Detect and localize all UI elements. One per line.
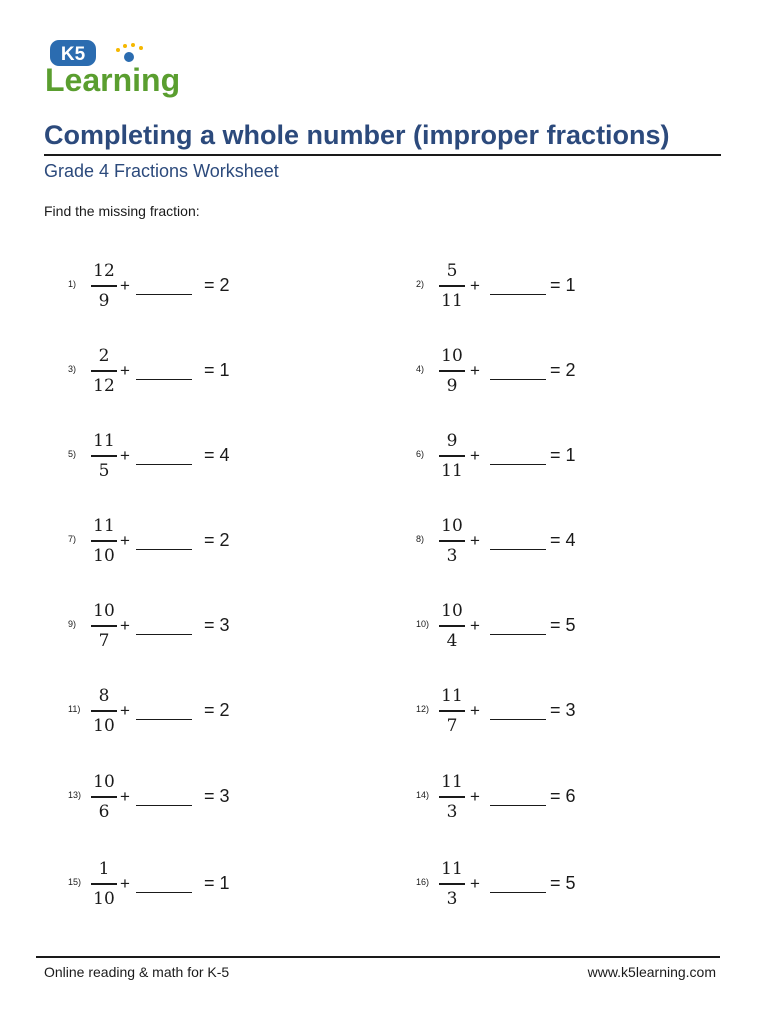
fraction	[90, 258, 118, 314]
logo-learning-text: Learning	[45, 62, 181, 98]
answer-blank[interactable]	[490, 549, 546, 550]
k5-logo-graphic	[44, 38, 184, 100]
page-title: Completing a whole number (improper fractions)	[44, 120, 670, 150]
plus-sign: +	[120, 446, 130, 465]
problem-item	[68, 598, 248, 658]
fraction-denominator: 12	[93, 375, 115, 396]
fraction-denominator: 3	[446, 801, 458, 822]
instruction-text: Find the missing fraction:	[44, 203, 200, 219]
fraction-numerator: 1	[98, 859, 110, 879]
fraction-denominator: 4	[446, 630, 458, 651]
fraction-denominator: 11	[441, 460, 463, 481]
answer-blank[interactable]	[490, 294, 546, 295]
plus-sign: +	[120, 616, 130, 635]
plus-sign: +	[470, 361, 480, 380]
problem-item	[416, 428, 596, 488]
plus-sign: +	[470, 531, 480, 550]
fraction	[438, 428, 466, 484]
fraction-denominator: 5	[98, 460, 110, 481]
fraction-denominator: 6	[98, 801, 110, 822]
plus-sign: +	[120, 874, 130, 893]
plus-sign: +	[120, 276, 130, 295]
equals-result: = 2	[550, 360, 576, 380]
problem-number: 4)	[416, 364, 425, 374]
fraction-bar	[91, 883, 117, 885]
title-divider	[44, 154, 721, 156]
star-burst-icon	[116, 43, 143, 62]
plus-sign: +	[470, 446, 480, 465]
equals-result: = 2	[204, 275, 230, 295]
problem-number: 3)	[68, 364, 77, 374]
problem-number: 14)	[416, 790, 430, 800]
problem-item	[416, 856, 596, 916]
answer-blank[interactable]	[136, 379, 192, 380]
answer-blank[interactable]	[136, 294, 192, 295]
problem-item	[68, 683, 248, 743]
problem-item	[68, 513, 248, 573]
fraction-denominator: 11	[441, 290, 463, 311]
fraction-denominator: 10	[93, 545, 115, 566]
problem-item	[416, 343, 596, 403]
fraction-numerator: 11	[93, 516, 115, 536]
fraction-bar	[91, 625, 117, 627]
equals-result: = 1	[550, 275, 576, 295]
problem-item	[416, 598, 596, 658]
problem-number: 11)	[68, 704, 81, 714]
fraction	[90, 513, 118, 569]
equals-result: = 3	[204, 786, 230, 806]
plus-sign: +	[120, 531, 130, 550]
equals-result: = 2	[204, 530, 230, 550]
problem-number: 5)	[68, 449, 77, 459]
fraction-numerator: 11	[441, 772, 463, 792]
problem-item	[68, 258, 248, 318]
equals-result: = 5	[550, 873, 576, 893]
problem-item	[68, 769, 248, 829]
plus-sign: +	[470, 874, 480, 893]
fraction-bar	[439, 796, 465, 798]
fraction	[438, 598, 466, 654]
fraction-denominator: 9	[446, 375, 458, 396]
answer-blank[interactable]	[136, 464, 192, 465]
equals-result: = 1	[204, 360, 230, 380]
fraction-bar	[439, 285, 465, 287]
answer-blank[interactable]	[490, 464, 546, 465]
problem-number: 15)	[68, 877, 82, 887]
fraction	[90, 683, 118, 739]
fraction-numerator: 10	[441, 516, 463, 536]
fraction	[438, 513, 466, 569]
fraction	[90, 856, 118, 912]
fraction	[438, 258, 466, 314]
fraction-denominator: 7	[98, 630, 110, 651]
problem-item	[68, 428, 248, 488]
fraction-bar	[439, 540, 465, 542]
problem-number: 9)	[68, 619, 77, 629]
footer-website: www.k5learning.com	[587, 964, 716, 980]
fraction	[438, 343, 466, 399]
answer-blank[interactable]	[136, 892, 192, 893]
fraction-numerator: 10	[93, 601, 115, 621]
fraction-bar	[439, 710, 465, 712]
plus-sign: +	[470, 616, 480, 635]
answer-blank[interactable]	[490, 805, 546, 806]
fraction	[438, 683, 466, 739]
fraction	[438, 769, 466, 825]
answer-blank[interactable]	[136, 549, 192, 550]
answer-blank[interactable]	[490, 719, 546, 720]
fraction-numerator: 11	[93, 431, 115, 451]
fraction-denominator: 10	[93, 888, 115, 909]
fraction-numerator: 12	[93, 261, 115, 281]
footer-tagline: Online reading & math for K-5	[44, 964, 230, 980]
equals-result: = 1	[204, 873, 230, 893]
answer-blank[interactable]	[136, 719, 192, 720]
plus-sign: +	[120, 361, 130, 380]
fraction-bar	[91, 285, 117, 287]
fraction-bar	[439, 455, 465, 457]
plus-sign: +	[470, 701, 480, 720]
fraction-bar	[439, 625, 465, 627]
equals-result: = 4	[204, 445, 230, 465]
equals-result: = 2	[204, 700, 230, 720]
fraction-bar	[91, 796, 117, 798]
plus-sign: +	[120, 701, 130, 720]
problem-number: 7)	[68, 534, 77, 544]
footer-divider	[36, 956, 720, 958]
fraction-numerator: 5	[446, 261, 458, 281]
equals-result: = 3	[204, 615, 230, 635]
problem-number: 13)	[68, 790, 82, 800]
fraction-denominator: 9	[98, 290, 110, 311]
answer-blank[interactable]	[136, 805, 192, 806]
fraction-bar	[439, 883, 465, 885]
fraction-bar	[439, 370, 465, 372]
problem-number: 12)	[416, 704, 430, 714]
problem-item	[416, 513, 596, 573]
k5-learning-logo	[44, 38, 184, 100]
problem-number: 1)	[68, 279, 77, 289]
fraction-bar	[91, 370, 117, 372]
answer-blank[interactable]	[136, 634, 192, 635]
logo-k5-text: K5	[60, 44, 86, 65]
equals-result: = 5	[550, 615, 576, 635]
fraction-numerator: 8	[98, 686, 110, 706]
fraction-denominator: 3	[446, 545, 458, 566]
fraction-numerator: 10	[93, 772, 115, 792]
fraction-denominator: 10	[93, 715, 115, 736]
fraction	[90, 428, 118, 484]
fraction-numerator: 10	[441, 346, 463, 366]
problem-number: 16)	[416, 877, 430, 887]
fraction	[90, 598, 118, 654]
problem-number: 10)	[416, 619, 430, 629]
answer-blank[interactable]	[490, 892, 546, 893]
equals-result: = 6	[550, 786, 576, 806]
fraction	[90, 343, 118, 399]
fraction-numerator: 11	[441, 859, 463, 879]
problem-item	[68, 343, 248, 403]
answer-blank[interactable]	[490, 634, 546, 635]
problem-number: 8)	[416, 534, 425, 544]
fraction-numerator: 10	[441, 601, 463, 621]
fraction-bar	[91, 710, 117, 712]
problem-number: 6)	[416, 449, 425, 459]
fraction	[438, 856, 466, 912]
fraction-denominator: 3	[446, 888, 458, 909]
plus-sign: +	[120, 787, 130, 806]
problem-item	[416, 683, 596, 743]
answer-blank[interactable]	[490, 379, 546, 380]
problem-item	[416, 258, 596, 318]
equals-result: = 4	[550, 530, 576, 550]
problem-number: 2)	[416, 279, 425, 289]
page-subtitle: Grade 4 Fractions Worksheet	[44, 161, 279, 181]
plus-sign: +	[470, 276, 480, 295]
problem-item	[68, 856, 248, 916]
fraction	[90, 769, 118, 825]
problem-item	[416, 769, 596, 829]
plus-sign: +	[470, 787, 480, 806]
fraction-bar	[91, 540, 117, 542]
equals-result: = 1	[550, 445, 576, 465]
fraction-bar	[91, 455, 117, 457]
fraction-numerator: 9	[446, 431, 458, 451]
fraction-numerator: 2	[98, 346, 110, 366]
fraction-numerator: 11	[441, 686, 463, 706]
fraction-denominator: 7	[446, 715, 458, 736]
equals-result: = 3	[550, 700, 576, 720]
